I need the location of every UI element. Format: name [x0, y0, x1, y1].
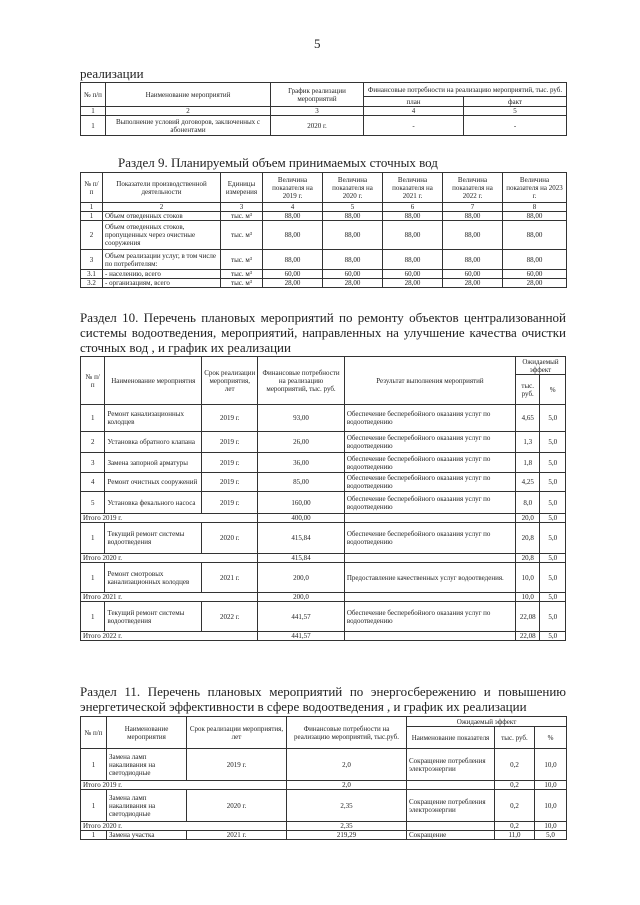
table-row — [81, 250, 567, 270]
header-row — [81, 717, 567, 727]
table-cell: 2019 г. — [202, 492, 258, 514]
table-cell: тыс. м³ — [221, 270, 263, 279]
col-index: 8 — [503, 203, 567, 212]
table-cell: 2,35 — [287, 790, 407, 822]
column-header: Величина показателя на 2020 г. — [323, 173, 383, 203]
events-table-8 — [80, 82, 567, 136]
table-cell: Текущий ремонт системы водоотведения — [105, 523, 202, 554]
table-cell: - населению, всего — [103, 270, 221, 279]
table-cell: 5,0 — [540, 514, 566, 523]
table-cell: 4,65 — [516, 405, 540, 432]
table-cell: 0,2 — [495, 749, 535, 781]
table-cell: 28,00 — [503, 279, 567, 288]
table-cell: 2022 г. — [202, 602, 258, 632]
table-cell: 1 — [81, 831, 107, 840]
table-row — [81, 432, 566, 453]
table-cell: 4 — [81, 473, 105, 492]
empty-cell — [407, 781, 495, 790]
table-cell: 22,08 — [516, 602, 540, 632]
column-header: Наименование показателя — [407, 727, 495, 749]
table-cell: 10,0 — [535, 790, 567, 822]
table-cell: 5,0 — [540, 563, 566, 593]
column-header: Единицы измерения — [221, 173, 263, 203]
table-cell: Сокращение — [407, 831, 495, 840]
table-cell: 0,2 — [495, 781, 535, 790]
table-cell: Замена ламп накаливания на светодиодные — [107, 790, 187, 822]
table-cell: 93,00 — [258, 405, 345, 432]
total-row — [81, 593, 566, 602]
table-row — [81, 221, 567, 250]
col-index: 5 — [464, 107, 567, 116]
table-cell: Итого 2022 г. — [81, 632, 258, 641]
total-row — [81, 632, 566, 641]
table-cell: 441,57 — [258, 602, 345, 632]
table-cell: 4,25 — [516, 473, 540, 492]
table-cell: 20,0 — [516, 514, 540, 523]
table-cell: 1,8 — [516, 453, 540, 473]
empty-cell — [344, 554, 515, 563]
table-cell: 88,00 — [443, 250, 503, 270]
th-schedule: График реализации мероприятий — [271, 83, 364, 107]
table-cell: 1 — [81, 523, 105, 554]
table-cell: 1,3 — [516, 432, 540, 453]
table-cell: 2019 г. — [202, 453, 258, 473]
table-cell: Замена участка — [107, 831, 187, 840]
table-cell: 415,84 — [258, 554, 345, 563]
wastewater-volume-table — [80, 172, 567, 288]
empty-cell — [407, 822, 495, 831]
empty-cell — [344, 632, 515, 641]
table-cell: 5,0 — [540, 602, 566, 632]
th-plan: план — [364, 97, 464, 107]
col-index: 3 — [221, 203, 263, 212]
table-cell: 88,00 — [383, 250, 443, 270]
table-cell: Ремонт смотровых канализационных колодцев — [105, 563, 202, 593]
table-cell: 2019 г. — [187, 749, 287, 781]
table-cell: 2 — [81, 221, 103, 250]
table-cell: 2020 г. — [187, 790, 287, 822]
table-cell: 88,00 — [263, 221, 323, 250]
table-cell: 5,0 — [540, 473, 566, 492]
table-cell: 60,00 — [263, 270, 323, 279]
table-cell: тыс. м³ — [221, 250, 263, 270]
table-cell: 1 — [81, 749, 107, 781]
table-cell: 88,00 — [503, 221, 567, 250]
table-cell: 2 — [81, 432, 105, 453]
th-num: № п/п — [81, 83, 106, 107]
section-9-title: Раздел 9. Планируемый объем принимаемых сточных вод — [118, 155, 438, 170]
col-index: 4 — [263, 203, 323, 212]
table-cell: 28,00 — [263, 279, 323, 288]
table-cell: 2019 г. — [202, 432, 258, 453]
table-cell: 20,8 — [516, 554, 540, 563]
th-finance: Финансовые потребности на реализацию мероприятий, тыс. руб. — [364, 83, 567, 97]
table-cell: 2,0 — [287, 749, 407, 781]
header-row — [81, 173, 567, 203]
column-header: % — [540, 375, 566, 405]
section-8-lead: реализации — [80, 66, 144, 81]
table-cell: 28,00 — [443, 279, 503, 288]
table-cell: 1 — [81, 790, 107, 822]
table-row — [81, 405, 566, 432]
col-index: 7 — [443, 203, 503, 212]
table-cell: 85,00 — [258, 473, 345, 492]
table-cell: Обеспечение бесперебойного оказания услуг по водоотведению — [344, 602, 515, 632]
table-cell: 26,00 — [258, 432, 345, 453]
column-header: Ожидаемый эффект — [516, 357, 566, 375]
table-cell: 2021 г. — [202, 563, 258, 593]
table-cell: 1 — [81, 563, 105, 593]
repair-events-table — [80, 356, 566, 641]
table-cell: 5,0 — [540, 554, 566, 563]
table-cell: 10,0 — [516, 593, 540, 602]
table-cell: 2019 г. — [202, 405, 258, 432]
table-row — [81, 453, 566, 473]
total-row — [81, 514, 566, 523]
table-cell: 11,0 — [495, 831, 535, 840]
table-cell: - организациям, всего — [103, 279, 221, 288]
table-cell: 2,35 — [287, 822, 407, 831]
table-cell: Установка фекального насоса — [105, 492, 202, 514]
table-cell: 88,00 — [503, 250, 567, 270]
table-cell: тыс. м³ — [221, 221, 263, 250]
table-cell: 10,0 — [535, 749, 567, 781]
table-cell: Обеспечение бесперебойного оказания услуг по водоотведению — [344, 492, 515, 514]
column-header: Величина показателя на 2022 г. — [443, 173, 503, 203]
table-cell: Итого 2019 г. — [81, 781, 287, 790]
table-cell: 0,2 — [495, 822, 535, 831]
column-header: тыс. руб. — [516, 375, 540, 405]
table-row — [81, 790, 567, 822]
table-cell: 2,0 — [287, 781, 407, 790]
table-cell: 5,0 — [540, 405, 566, 432]
table-cell: 200,0 — [258, 593, 345, 602]
table-cell: 60,00 — [323, 270, 383, 279]
section-10-title: Раздел 10. Перечень плановых мероприятий по ремонту объектов централизованной системы водоотведения, мероприятий, направленных на улучшение качества очистки сточных вод , и график их реализации — [80, 310, 566, 355]
column-header: % — [535, 727, 567, 749]
table-row — [81, 279, 567, 288]
table-row: 1 Выполнение условий договоров, заключенных с абонентами 2020 г. - - — [81, 116, 567, 136]
col-index: 2 — [106, 107, 271, 116]
table-cell: Установка обратного клапана — [105, 432, 202, 453]
table-cell: 5 — [81, 492, 105, 514]
table-cell: Обеспечение бесперебойного оказания услуг по водоотведению — [344, 523, 515, 554]
table-cell: Обеспечение бесперебойного оказания услуг по водоотведению — [344, 473, 515, 492]
table-cell: 88,00 — [503, 212, 567, 221]
col-index: 1 — [81, 107, 106, 116]
table-cell: Замена ламп накаливания на светодиодные — [107, 749, 187, 781]
table-row — [81, 523, 566, 554]
table-cell: Обеспечение бесперебойного оказания услуг по водоотведению — [344, 405, 515, 432]
table-cell: 160,00 — [258, 492, 345, 514]
column-header: Величина показателя на 2019 г. — [263, 173, 323, 203]
table-cell: 28,00 — [383, 279, 443, 288]
table-cell: Итого 2020 г. — [81, 822, 287, 831]
table-row — [81, 270, 567, 279]
table-cell: Объем реализации услуг, в том числе по потребителям: — [103, 250, 221, 270]
table-cell: 2020 г. — [202, 523, 258, 554]
th-name: Наименование мероприятий — [106, 83, 271, 107]
table-cell: 10,0 — [535, 822, 567, 831]
total-row — [81, 554, 566, 563]
table-cell: Итого 2020 г. — [81, 554, 258, 563]
empty-cell — [344, 514, 515, 523]
column-header: Показатели производственной деятельности — [103, 173, 221, 203]
table-cell: 5,0 — [540, 432, 566, 453]
table-cell: 5,0 — [540, 593, 566, 602]
table-row — [81, 473, 566, 492]
column-header: № п/п — [81, 717, 107, 749]
header-row — [81, 357, 566, 375]
table-cell: 60,00 — [443, 270, 503, 279]
table-cell: Ремонт канализационных колодцев — [105, 405, 202, 432]
table-cell: 88,00 — [383, 212, 443, 221]
column-header: № п/ п — [81, 357, 105, 405]
table-cell: 5,0 — [535, 831, 567, 840]
col-index: 4 — [364, 107, 464, 116]
column-header: Финансовые потребности на реализацию мероприятий, тыс.руб. — [287, 717, 407, 749]
table-cell: 3.1 — [81, 270, 103, 279]
table-cell: Итого 2019 г. — [81, 514, 258, 523]
table-cell: Сокращение потребления электроэнергии — [407, 790, 495, 822]
table-cell: 1 — [81, 602, 105, 632]
table-cell: Ремонт очистных сооружений — [105, 473, 202, 492]
table-cell: 415,84 — [258, 523, 345, 554]
table-cell: Обеспечение бесперебойного оказания услуг по водоотведению — [344, 432, 515, 453]
col-index: 3 — [271, 107, 364, 116]
section-11-title: Раздел 11. Перечень плановых мероприятий по энергосбережению и повышению энергетической эффективности в сфере водоотведения , и график их реализации — [80, 684, 566, 714]
table-cell: тыс. м³ — [221, 279, 263, 288]
column-header: Финансовые потребности на реализацию мероприятий, тыс. руб. — [258, 357, 345, 405]
table-cell: 88,00 — [323, 212, 383, 221]
column-header: Срок реализации мероприятия, лет — [202, 357, 258, 405]
table-cell: 22,08 — [516, 632, 540, 641]
total-row — [81, 822, 567, 831]
table-cell: 2021 г. — [187, 831, 287, 840]
table-cell: Объем отведенных стоков, пропущенных через очистные сооружения — [103, 221, 221, 250]
table-cell: 88,00 — [383, 221, 443, 250]
th-fact: факт — [464, 97, 567, 107]
table-cell: 3 — [81, 250, 103, 270]
table-row — [81, 602, 566, 632]
table-cell: 219,29 — [287, 831, 407, 840]
table-cell: Сокращение потребления электроэнергии — [407, 749, 495, 781]
col-index: 2 — [103, 203, 221, 212]
table-cell: 88,00 — [263, 212, 323, 221]
column-header: Срок реализации мероприятия, лет — [187, 717, 287, 749]
table-row — [81, 492, 566, 514]
col-index: 6 — [383, 203, 443, 212]
table-row — [81, 749, 567, 781]
table-cell: Текущий ремонт системы водоотведения — [105, 602, 202, 632]
table-cell: 28,00 — [323, 279, 383, 288]
table-cell: Обеспечение бесперебойного оказания услуг по водоотведению — [344, 453, 515, 473]
column-header: № п/п — [81, 173, 103, 203]
table-row — [81, 831, 567, 840]
table-cell: 0,2 — [495, 790, 535, 822]
table-cell: 1 — [81, 212, 103, 221]
empty-cell — [344, 593, 515, 602]
header-index-row — [81, 203, 567, 212]
table-cell: тыс. м³ — [221, 212, 263, 221]
table-cell: 88,00 — [443, 212, 503, 221]
page-number: 5 — [314, 36, 321, 51]
table-cell: Замена запорной арматуры — [105, 453, 202, 473]
table-cell: 60,00 — [503, 270, 567, 279]
table-cell: 2019 г. — [202, 473, 258, 492]
table-row — [81, 212, 567, 221]
column-header: Ожидаемый эффект — [407, 717, 567, 727]
table-row — [81, 563, 566, 593]
col-index: 1 — [81, 203, 103, 212]
table-cell: 88,00 — [263, 250, 323, 270]
column-header: Результат выполнения мероприятий — [344, 357, 515, 405]
table-cell: 400,00 — [258, 514, 345, 523]
table-cell: 1 — [81, 405, 105, 432]
table-cell: 10,0 — [516, 563, 540, 593]
table-cell: 3.2 — [81, 279, 103, 288]
table-cell: Объем отведенных стоков — [103, 212, 221, 221]
table-cell: 5,0 — [540, 453, 566, 473]
column-header: Наименование мероприятия — [107, 717, 187, 749]
table-cell: 441,57 — [258, 632, 345, 641]
energy-saving-table — [80, 716, 567, 840]
table-cell: 200,0 — [258, 563, 345, 593]
table-cell: 20,8 — [516, 523, 540, 554]
column-header: Величина показателя на 2021 г. — [383, 173, 443, 203]
column-header: Наименование мероприятия — [105, 357, 202, 405]
table-cell: 88,00 — [443, 221, 503, 250]
column-header: тыс. руб. — [495, 727, 535, 749]
total-row — [81, 781, 567, 790]
table-cell: 5,0 — [540, 523, 566, 554]
table-cell: 5,0 — [540, 492, 566, 514]
table-cell: 5,0 — [540, 632, 566, 641]
table-cell: 60,00 — [383, 270, 443, 279]
table-cell: 36,00 — [258, 453, 345, 473]
col-index: 5 — [323, 203, 383, 212]
table-cell: 88,00 — [323, 250, 383, 270]
table-cell: 88,00 — [323, 221, 383, 250]
table-cell: 3 — [81, 453, 105, 473]
table-cell: 8,0 — [516, 492, 540, 514]
column-header: Величина показателя на 2023 г. — [503, 173, 567, 203]
table-cell: Предоставление качественных услуг водоотведения. — [344, 563, 515, 593]
table-cell: Итого 2021 г. — [81, 593, 258, 602]
table-cell: 10,0 — [535, 781, 567, 790]
